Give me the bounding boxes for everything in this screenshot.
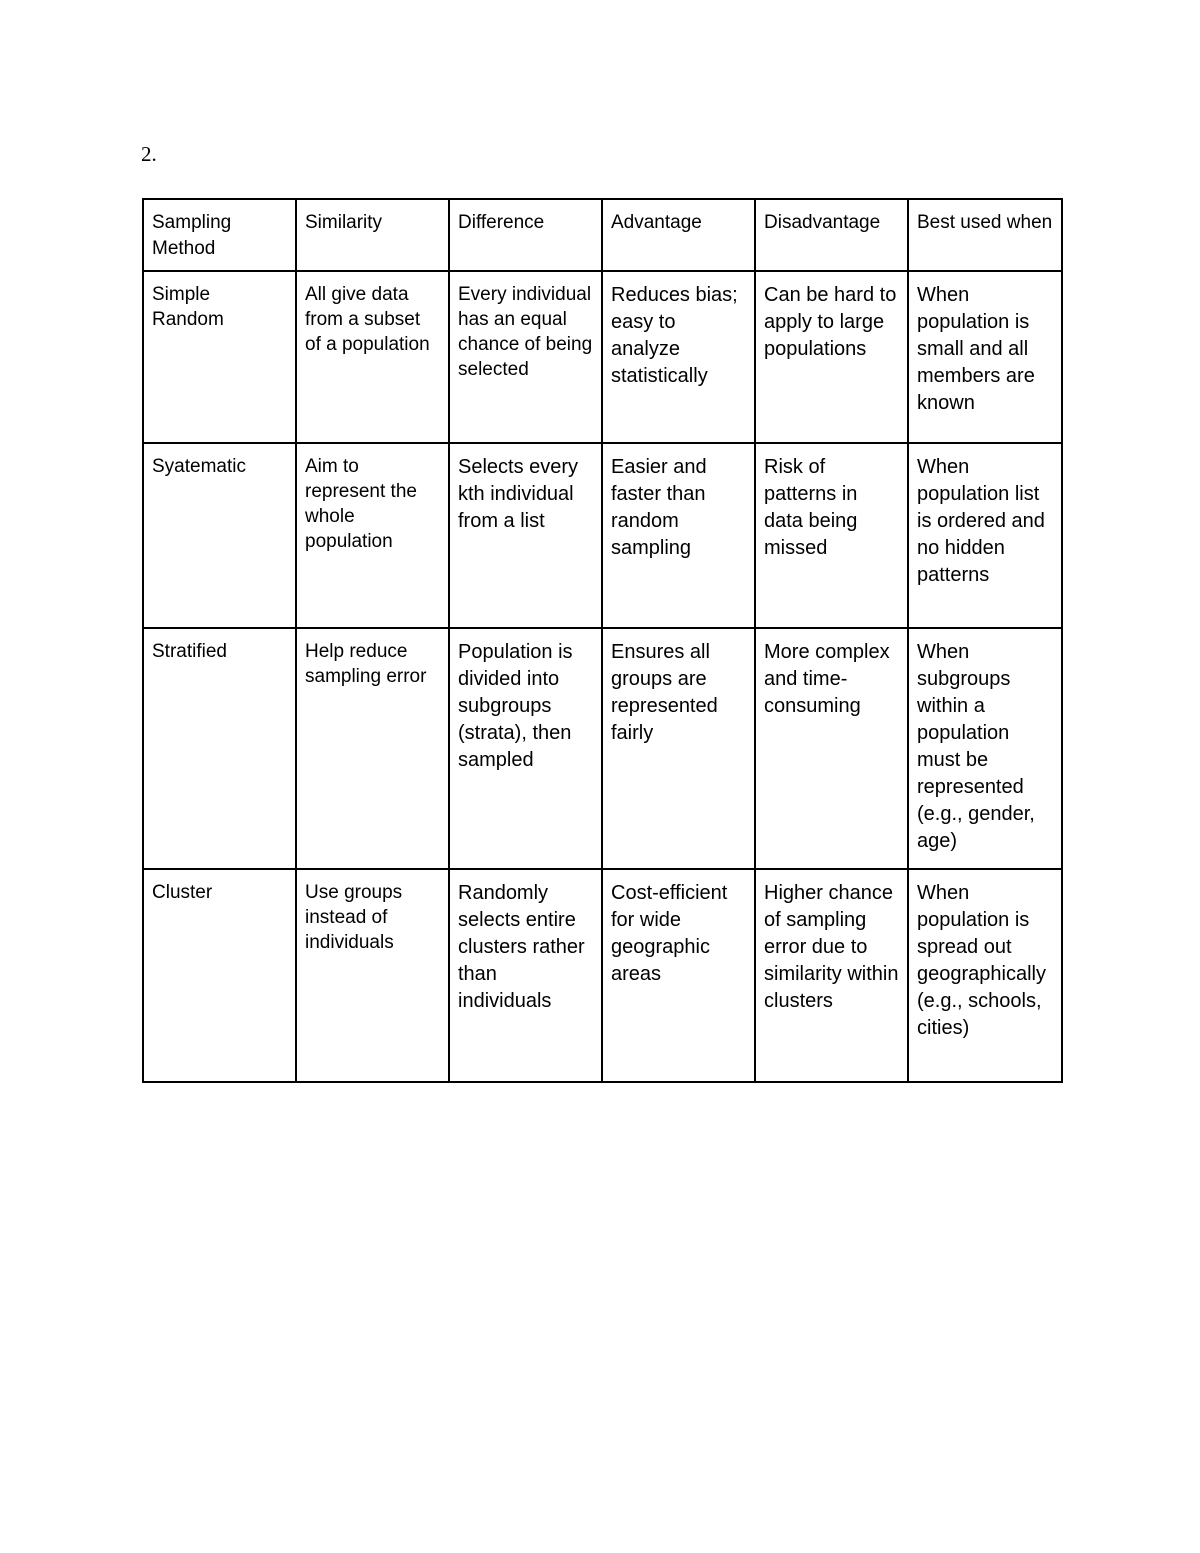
table-row xyxy=(143,628,1062,869)
question-number: 2. xyxy=(141,142,157,166)
sampling-methods-table xyxy=(142,198,1063,1083)
method-cell: Stratified xyxy=(143,628,296,869)
difference-cell: Randomly selects entire clusters rather than individuals xyxy=(449,869,602,1082)
advantage-cell: Easier and faster than random sampling xyxy=(602,443,755,628)
difference-cell: Selects every kth individual from a list xyxy=(449,443,602,628)
disadvantage-cell: Higher chance of sampling error due to similarity within clusters xyxy=(755,869,908,1082)
header-similarity: Similarity xyxy=(296,199,449,271)
method-cell: Simple Random xyxy=(143,271,296,443)
best-used-when-cell: When population is spread out geographically (e.g., schools, cities) xyxy=(908,869,1062,1082)
disadvantage-cell: Can be hard to apply to large populations xyxy=(755,271,908,443)
header-best-used-when: Best used when xyxy=(908,199,1062,271)
similarity-cell: Aim to represent the whole population xyxy=(296,443,449,628)
table-row xyxy=(143,271,1062,443)
disadvantage-cell: Risk of patterns in data being missed xyxy=(755,443,908,628)
similarity-cell: Help reduce sampling error xyxy=(296,628,449,869)
disadvantage-cell: More complex and time-consuming xyxy=(755,628,908,869)
header-sampling-method: Sampling Method xyxy=(143,199,296,271)
table-header-row xyxy=(143,199,1062,271)
header-advantage: Advantage xyxy=(602,199,755,271)
best-used-when-cell: When subgroups within a population must be represented (e.g., gender, age) xyxy=(908,628,1062,869)
method-cell: Syatematic xyxy=(143,443,296,628)
difference-cell: Every individual has an equal chance of being selected xyxy=(449,271,602,443)
advantage-cell: Reduces bias; easy to analyze statistically xyxy=(602,271,755,443)
advantage-cell: Cost-efficient for wide geographic areas xyxy=(602,869,755,1082)
best-used-when-cell: When population is small and all members are known xyxy=(908,271,1062,443)
table-row xyxy=(143,443,1062,628)
best-used-when-cell: When population list is ordered and no hidden patterns xyxy=(908,443,1062,628)
advantage-cell: Ensures all groups are represented fairly xyxy=(602,628,755,869)
difference-cell: Population is divided into subgroups (strata), then sampled xyxy=(449,628,602,869)
header-difference: Difference xyxy=(449,199,602,271)
similarity-cell: Use groups instead of individuals xyxy=(296,869,449,1082)
header-disadvantage: Disadvantage xyxy=(755,199,908,271)
table-row xyxy=(143,869,1062,1082)
method-cell: Cluster xyxy=(143,869,296,1082)
similarity-cell: All give data from a subset of a population xyxy=(296,271,449,443)
